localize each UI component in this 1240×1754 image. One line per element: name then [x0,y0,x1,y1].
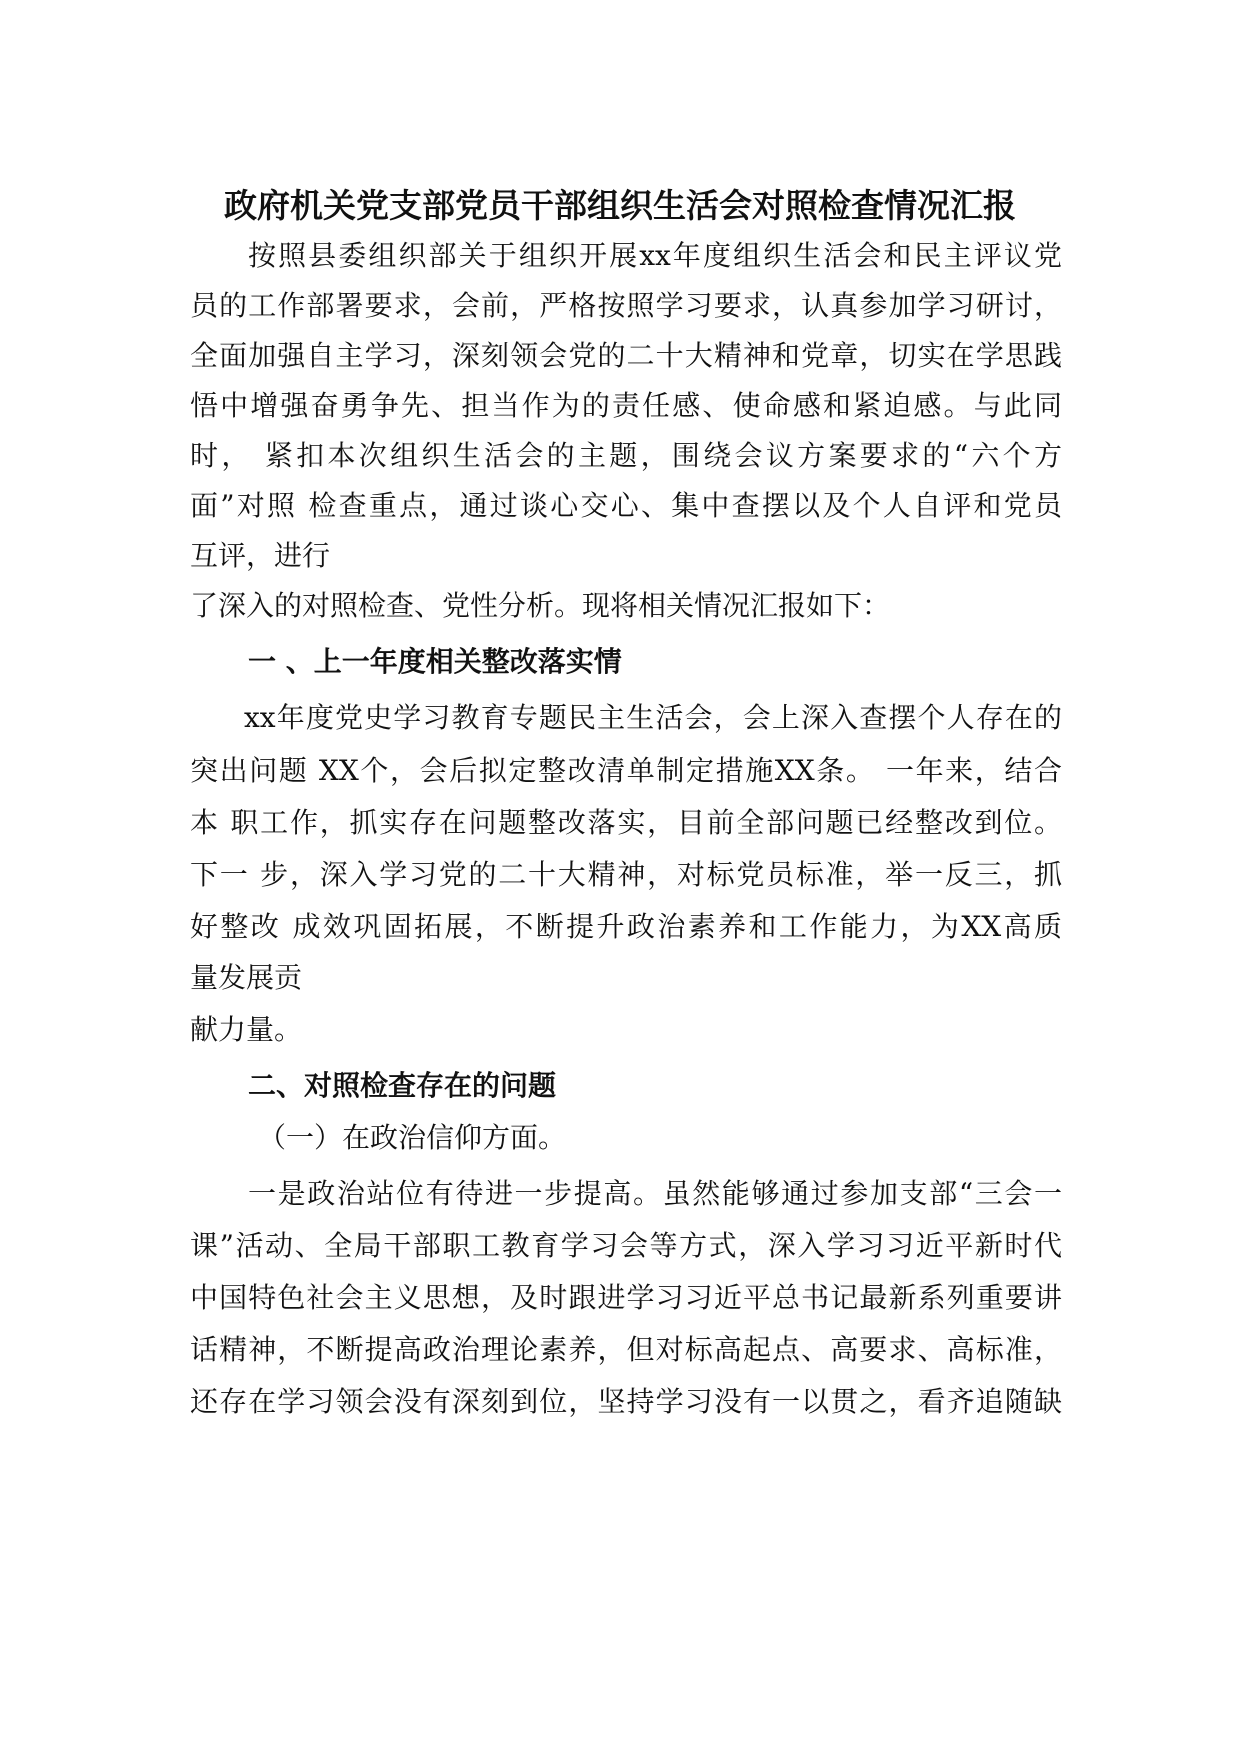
section-2-line-1: 一是政治站位有待进一步提高。虽然能够通过参加支部“三会一 [248,1177,1062,1210]
section-1-heading: 一 、上一年度相关整改落实情 [248,645,622,678]
section-1-line-6: 量发展贡 [190,961,303,994]
section-1-line-5: 好整改 成效巩固拓展，不断提升政治素养和工作能力，为XX高质 [190,910,1062,943]
section-1-line-4: 下一 步，深入学习党的二十大精神，对标党员标准，举一反三，抓 [190,858,1062,891]
intro-line-3: 全面加强自主学习，深刻领会党的二十大精神和党章，切实在学思践 [190,339,1062,372]
intro-line-4: 悟中增强奋勇争先、担当作为的责任感、使命感和紧迫感。与此同 [190,389,1062,422]
section-2-line-2: 课”活动、全局干部职工教育学习会等方式，深入学习习近平新时代 [190,1229,1062,1262]
section-2-subheading-1: （一）在政治信仰方面。 [258,1121,567,1154]
section-1-line-1: xx年度党史学习教育专题民主生活会，会上深入查摆个人存在的 [244,701,1062,734]
intro-line-8: 了深入的对照检查、党性分析。现将相关情况汇报如下： [190,589,891,622]
section-1-line-7: 献力量。 [190,1013,303,1046]
section-2-heading: 二、对照检查存在的问题 [248,1069,557,1102]
section-2-line-5: 还存在学习领会没有深刻到位，坚持学习没有一以贯之，看齐追随缺 [190,1385,1062,1418]
intro-line-2: 员的工作部署要求，会前，严格按照学习要求，认真参加学习研讨， [190,289,1062,322]
document-title: 政府机关党支部党员干部组织生活会对照检查情况汇报 [224,186,1016,225]
section-1-line-2: 突出问题 XX个，会后拟定整改清单制定措施XX条。 一年来，结合 [190,754,1062,787]
section-1-line-3: 本 职工作，抓实存在问题整改落实，目前全部问题已经整改到位。 [190,806,1062,839]
section-2-line-3: 中国特色社会主义思想，及时跟进学习习近平总书记最新系列重要讲 [190,1281,1062,1314]
intro-line-6: 面”对照 检查重点，通过谈心交心、集中查摆以及个人自评和党员 [190,489,1062,522]
intro-line-7: 互评，进行 [190,539,331,572]
intro-line-1: 按照县委组织部关于组织开展xx年度组织生活会和民主评议党 [248,239,1062,272]
intro-line-5: 时， 紧扣本次组织生活会的主题，围绕会议方案要求的“六个方 [190,439,1062,472]
section-2-line-4: 话精神，不断提高政治理论素养，但对标高起点、高要求、高标准， [190,1333,1062,1366]
